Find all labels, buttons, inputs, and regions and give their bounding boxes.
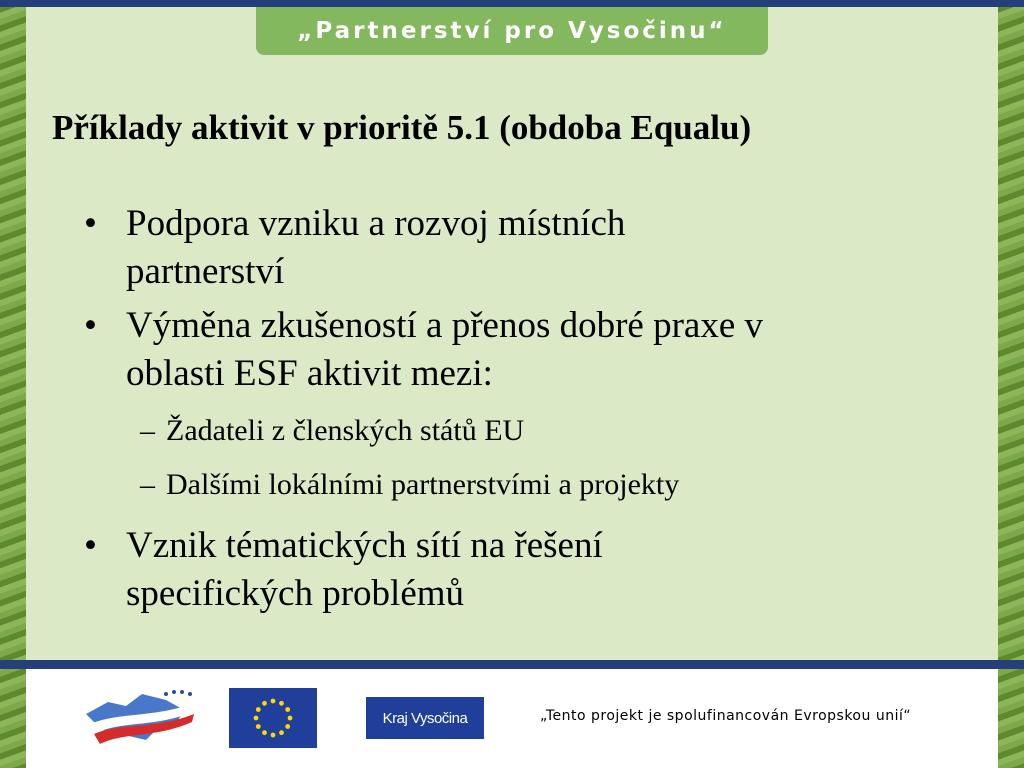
eu-star-icon	[262, 701, 267, 706]
bullet-text-line: oblasti ESF aktivit mezi:	[126, 353, 493, 394]
bullet-text-line: specifických problémů	[126, 573, 465, 614]
bullet-marker: •	[84, 203, 97, 244]
dash-marker: –	[140, 468, 155, 501]
bullet-text-line: Výměna zkušeností a přenos dobré praxe v	[126, 305, 764, 346]
bullet-text-line: Podpora vzniku a rozvoj místních	[126, 203, 626, 244]
header-tab	[256, 7, 768, 55]
eu-star-icon	[256, 707, 261, 712]
bullet-item	[84, 302, 964, 398]
bullet-text-line: partnerství	[126, 251, 285, 292]
bottom-border-bar	[0, 660, 1024, 669]
sub-bullet-item	[140, 458, 964, 512]
eu-star-icon	[256, 724, 261, 729]
bullet-list	[84, 200, 964, 624]
sub-bullet-text: Žadateli z členských států EU	[166, 414, 525, 447]
eu-star-icon	[254, 716, 259, 721]
sub-bullet-item	[140, 404, 964, 458]
slide-title: Příklady aktivit v prioritě 5.1 (obdoba Equalu)	[52, 108, 752, 147]
header-tag-text: „Partnerství pro Vysočinu“	[297, 18, 727, 44]
decorative-frame-right	[998, 0, 1024, 768]
bullet-item	[84, 522, 964, 618]
eu-star-icon	[285, 724, 290, 729]
czech-presidency-logo	[80, 684, 200, 752]
sub-bullet-text: Dalšími lokálními partnerstvími a projekty	[166, 468, 680, 501]
top-border-bar	[0, 0, 1024, 7]
bullet-text-line: Vznik tématických sítí na řešení	[126, 525, 603, 566]
eu-star-icon	[279, 730, 284, 735]
kraj-vysocina-logo	[366, 697, 484, 739]
eu-star-icon	[262, 730, 267, 735]
eu-star-icon	[271, 733, 276, 738]
bullet-item	[84, 200, 964, 296]
bullet-marker: •	[84, 305, 97, 346]
eu-star-icon	[285, 707, 290, 712]
bullet-marker: •	[84, 525, 97, 566]
cofinancing-note: „Tento projekt je spolufinancován Evropskou unií“	[540, 708, 912, 724]
kraj-logo-text: Kraj Vysočina	[382, 709, 468, 727]
eu-star-icon	[288, 716, 293, 721]
decorative-frame-left	[0, 0, 26, 768]
eu-star-icon	[271, 699, 276, 704]
eu-flag-logo	[229, 688, 317, 748]
dash-marker: –	[140, 414, 155, 447]
eu-star-icon	[279, 701, 284, 706]
